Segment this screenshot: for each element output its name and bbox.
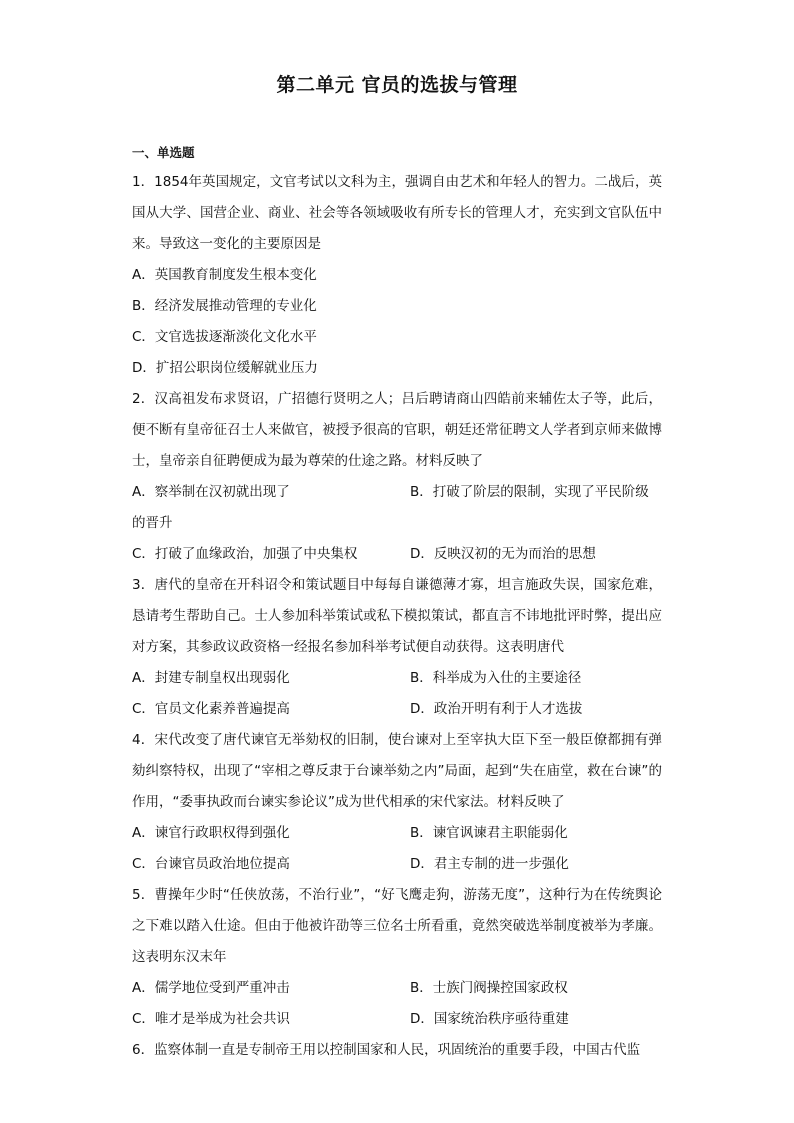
option-row	[132, 818, 662, 849]
option-a: A．英国教育制度发生根本变化	[132, 267, 317, 283]
option-b: B．士族门阀操控国家政权	[410, 980, 568, 996]
option-a: A．封建专制皇权出现弱化	[132, 670, 290, 686]
option-c: C．文官选拔逐渐淡化文化水平	[132, 329, 317, 345]
option-b: B．打破了阶层的限制，实现了平民阶级	[410, 484, 649, 500]
option-row	[132, 539, 662, 570]
option-row	[132, 1004, 662, 1035]
question-list	[132, 145, 662, 1066]
page-title: 第二单元 官员的选拔与管理	[276, 74, 518, 96]
question-5	[132, 880, 662, 1035]
option-d: D．反映汉初的无为而治的思想	[410, 546, 596, 562]
option-d: D．政治开明有利于人才选拔	[410, 701, 583, 717]
question-stem: 3．唐代的皇帝在开科诏令和策试题目中每每自谦德薄才寡，坦言施政失误，国家危难，恳请考生帮助自己。士人参加科举策试或私下模拟策试，都直言不讳地批评时弊，提出应对方案，其参政议政资格一经报名参加科举考试便自动获得。这表明唐代	[132, 577, 662, 655]
option-row	[132, 849, 662, 880]
option-a: A．谏官行政职权得到强化	[132, 825, 290, 841]
option-row	[132, 663, 662, 694]
option-b: B．科举成为入仕的主要途径	[410, 670, 582, 686]
question-6	[132, 1035, 662, 1066]
option-b: B．谏官讽谏君主职能弱化	[410, 825, 568, 841]
option-c: C．打破了血缘政治，加强了中央集权	[132, 546, 358, 562]
option-a: A．察举制在汉初就出现了	[132, 484, 290, 500]
question-stem: 6．监察体制一直是专制帝王用以控制国家和人民，巩固统治的重要手段，中国古代监	[132, 1042, 641, 1058]
option-d: D．国家统治秩序亟待重建	[410, 1011, 569, 1027]
option-c: C．台谏官员政治地位提高	[132, 856, 290, 872]
option-c: C．官员文化素养普遍提高	[132, 701, 290, 717]
option-b: B．经济发展推动管理的专业化	[132, 298, 317, 314]
question-stem: 5．曹操年少时“任侠放荡，不治行业”，“好飞鹰走狗，游荡无度”，这种行为在传统舆论之下难以踏入仕途。但由于他被许劭等三位名士所看重，竟然突破选举制度被举为孝廉。这表明东汉末年	[132, 887, 662, 965]
question-stem: 1．1854年英国规定，文官考试以文科为主，强调自由艺术和年轻人的智力。二战后，英国从大学、国营企业、商业、社会等各领域吸收有所专长的管理人才，充实到文官队伍中来。导致这一变化的主要原因是	[132, 174, 662, 252]
option-d: D．扩招公职岗位缓解就业压力	[132, 360, 318, 376]
option-row	[132, 477, 662, 508]
option-a: A．儒学地位受到严重冲击	[132, 980, 290, 996]
option-b-continued: 的晋升	[132, 515, 173, 531]
question-2	[132, 384, 662, 570]
question-stem: 4．宋代改变了唐代谏官无举劾权的旧制，使台谏对上至宰执大臣下至一般臣僚都拥有弹劾纠察特权，出现了“宰相之尊反隶于台谏举劾之内”局面，起到“失在庙堂，救在台谏”的作用，“委事执政而台谏实参论议”成为世代相承的宋代家法。材料反映了	[132, 732, 662, 810]
question-stem: 2．汉高祖发布求贤诏，广招德行贤明之人；吕后聘请商山四皓前来辅佐太子等，此后，便不断有皇帝征召士人来做官，被授予很高的官职，朝廷还常征聘文人学者到京师来做博士，皇帝亲自征聘便成为最为尊荣的仕途之路。材料反映了	[132, 391, 662, 469]
option-row	[132, 694, 662, 725]
option-d: D．君主专制的进一步强化	[410, 856, 569, 872]
question-4	[132, 725, 662, 880]
option-c: C．唯才是举成为社会共识	[132, 1011, 290, 1027]
question-3	[132, 570, 662, 725]
option-row	[132, 973, 662, 1004]
section-heading: 一、单选题	[132, 145, 195, 160]
question-1	[132, 167, 662, 384]
